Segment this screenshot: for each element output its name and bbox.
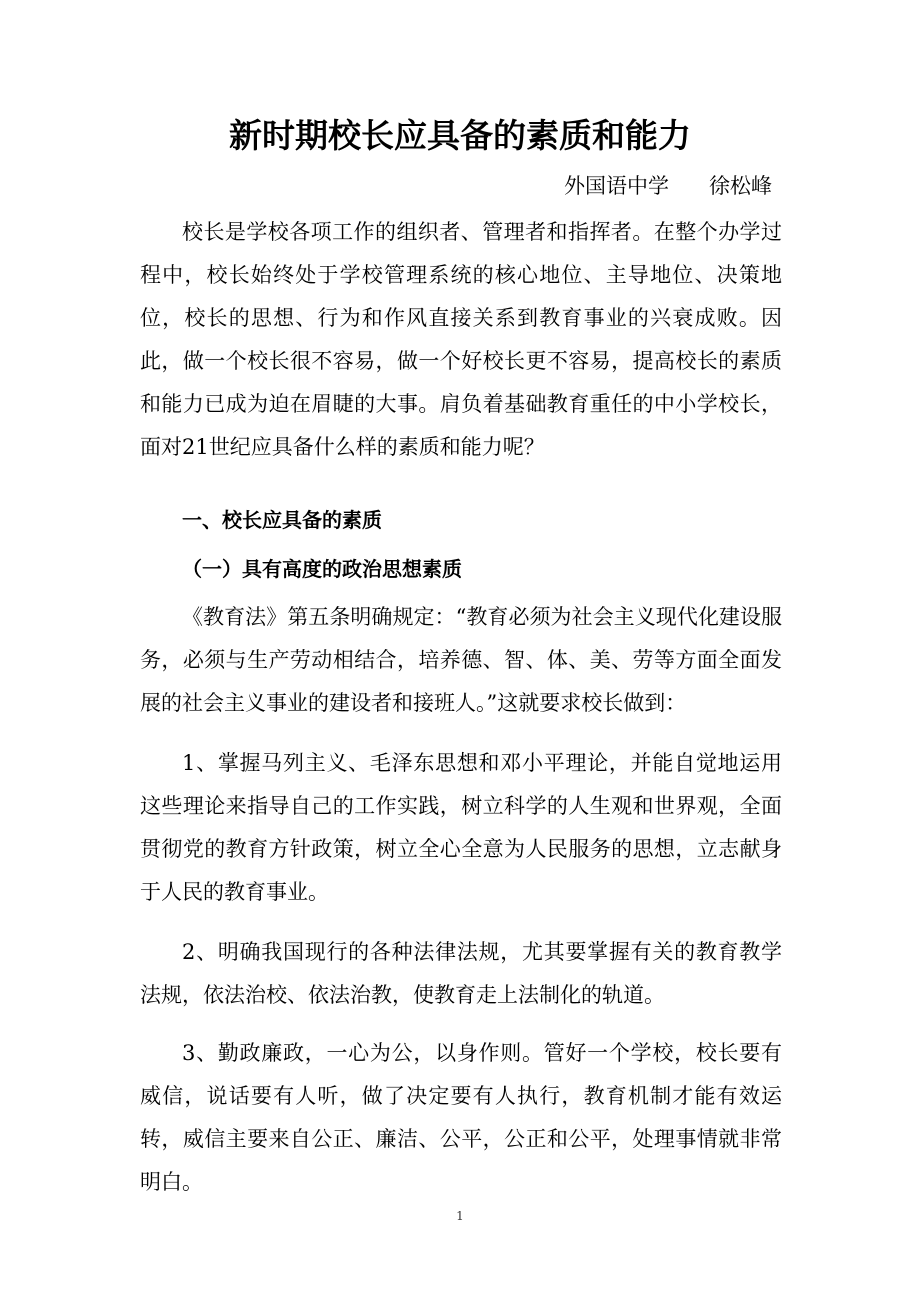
section-heading: 一、校长应具备的素质 bbox=[182, 508, 382, 532]
point-2-paragraph: 2、明确我国现行的各种法律法规，尤其要掌握有关的教育教学法规，依法治校、依法治教，使教育走上法制化的轨道。 bbox=[140, 940, 782, 1007]
page-number: 1 bbox=[456, 1209, 464, 1223]
intro-paragraph: 校长是学校各项工作的组织者、管理者和指挥者。在整个办学过程中，校长始终处于学校管理系统的核心地位、主导地位、决策地位，校长的思想、行为和作风直接关系到教育事业的兴衰成败。因此，做一个校长很不容易，做一个好校长更不容易，提高校长的素质和能力已成为迫在眉睫的大事。肩负着基础教育重任的中小学校长，面对21世纪应具备什么样的素质和能力呢？ bbox=[140, 220, 782, 459]
document-title: 新时期校长应具备的素质和能力 bbox=[229, 116, 691, 155]
byline-school: 外国语中学 bbox=[564, 174, 669, 198]
point-1-paragraph: 1、掌握马列主义、毛泽东思想和邓小平理论，并能自觉地运用这些理论来指导自己的工作实践，树立科学的人生观和世界观，全面贯彻党的教育方针政策，树立全心全意为人民服务的思想，立志献身于人民的教育事业。 bbox=[140, 751, 782, 904]
point-3-paragraph: 3、勤政廉政，一心为公，以身作则。管好一个学校，校长要有威信，说话要有人听，做了决定要有人执行，教育机制才能有效运转，威信主要来自公正、廉洁、公平，公正和公平，处理事情就非常明白。 bbox=[140, 1041, 782, 1194]
byline-author: 徐松峰 bbox=[709, 174, 772, 198]
subsection-heading: （一）具有高度的政治思想素质 bbox=[182, 557, 462, 581]
law-quote-paragraph: 《教育法》第五条明确规定：“教育必须为社会主义现代化建设服务，必须与生产劳动相结合，培养德、智、体、美、劳等方面全面发展的社会主义事业的建设者和接班人。”这就要求校长做到： bbox=[140, 605, 782, 715]
byline bbox=[564, 170, 772, 202]
